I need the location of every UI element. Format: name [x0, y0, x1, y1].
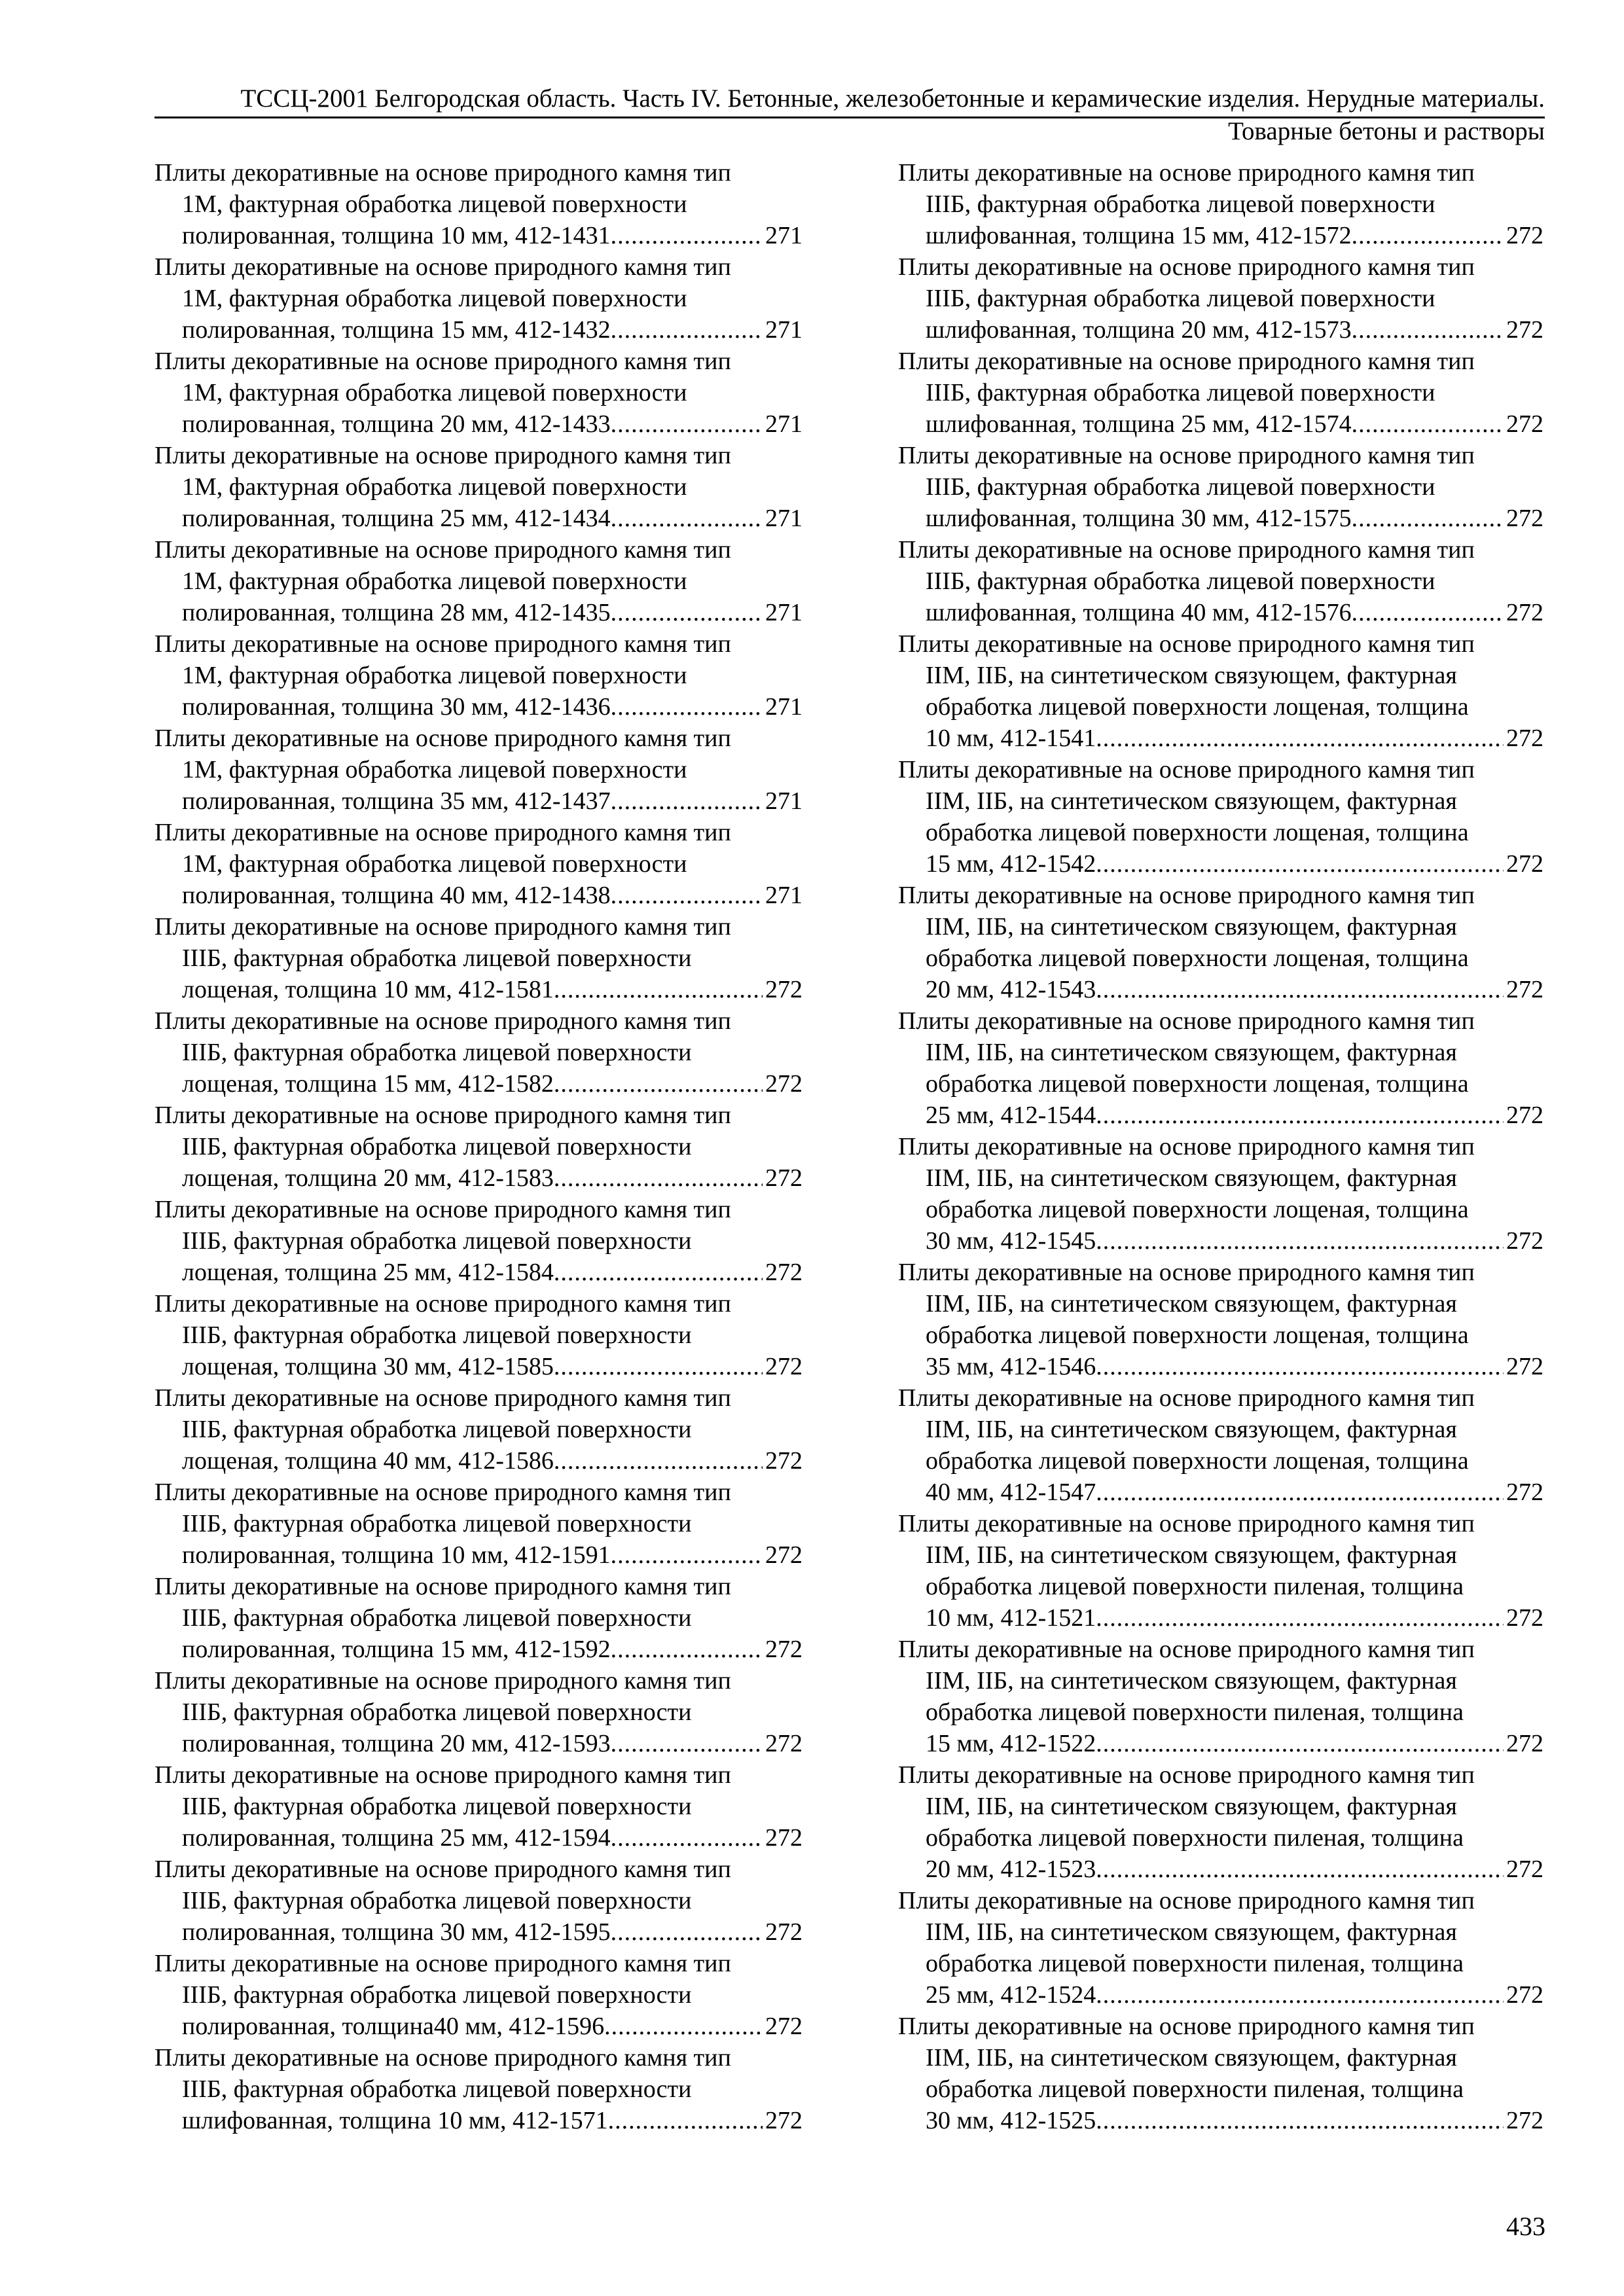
dot-leader	[611, 1539, 763, 1571]
dot-leader	[604, 2011, 763, 2042]
dot-leader	[611, 691, 763, 723]
index-entry-line: IIМ, IIБ, на синтетическом связующем, фактурная	[926, 1667, 1457, 1695]
index-entry	[898, 1257, 1543, 1382]
index-entry-line: Плиты декоративные на основе природного камня тип	[898, 159, 1475, 187]
index-entry-code: полированная, толщина40 мм, 412-1596	[182, 2013, 605, 2040]
index-entry-line: обработка лицевой поверхности лощеная, толщина	[926, 819, 1469, 846]
index-entry-line: IIМ, IIБ, на синтетическом связующем, фактурная	[926, 1164, 1457, 1192]
index-entry-line: Плиты декоративные на основе природного камня тип	[154, 1856, 731, 1883]
index-entry-code: полированная, толщина 28 мм, 412-1435	[182, 599, 611, 626]
index-entry-page: 272	[765, 2107, 803, 2134]
dot-leader	[554, 1162, 763, 1194]
index-entry-line: Плиты декоративные на основе природного камня тип	[154, 1102, 731, 1129]
dot-leader	[1096, 2105, 1504, 2136]
index-entry-code: 20 мм, 412-1543	[926, 976, 1096, 1003]
index-entry-line: обработка лицевой поверхности лощеная, толщина	[926, 1321, 1469, 1349]
index-entry-code: лощеная, толщина 20 мм, 412-1583	[182, 1164, 554, 1192]
index-entry-code: полированная, толщина 15 мм, 412-1592	[182, 1636, 611, 1663]
index-entry-last-line	[898, 723, 1543, 754]
index-entry-code: 40 мм, 412-1547	[926, 1479, 1096, 1506]
index-entry-line: обработка лицевой поверхности пиленая, толщина	[926, 1950, 1464, 1977]
index-entry-page: 272	[1506, 2107, 1543, 2134]
dot-leader	[611, 1822, 763, 1854]
dot-leader	[1352, 220, 1504, 251]
index-entry-page: 272	[1506, 1604, 1543, 1632]
dot-leader	[608, 2105, 763, 2136]
index-entry-last-line	[154, 880, 803, 911]
index-entry-line: обработка лицевой поверхности пиленая, толщина	[926, 1573, 1464, 1600]
index-entry-page: 272	[765, 1353, 803, 1380]
index-entry-line: Плиты декоративные на основе природного камня тип	[154, 819, 731, 846]
index-entry-last-line	[898, 597, 1543, 628]
index-entry-last-line	[898, 1100, 1543, 1131]
index-entry-code: 30 мм, 412-1545	[926, 1227, 1096, 1255]
index-entry-page: 272	[1506, 1227, 1543, 1255]
index-entry-line: Плиты декоративные на основе природного камня тип	[898, 630, 1475, 658]
index-entry-last-line	[898, 408, 1543, 440]
index-entry-page: 272	[1506, 1102, 1543, 1129]
index-entry-last-line	[898, 974, 1543, 1005]
index-entry-line: Плиты декоративные на основе природного камня тип	[154, 1761, 731, 1789]
index-entry	[154, 440, 803, 534]
index-entry-line: Плиты декоративные на основе природного камня тип	[154, 1950, 731, 1977]
index-entry	[154, 1288, 803, 1382]
index-entry-code: лощеная, толщина 30 мм, 412-1585	[182, 1353, 554, 1380]
index-entry-last-line	[154, 2011, 803, 2042]
index-entry-line: IIIБ, фактурная обработка лицевой поверхности	[182, 1981, 692, 2009]
index-entry-line: Плиты декоративные на основе природного камня тип	[898, 1259, 1475, 1286]
dot-leader	[1096, 1854, 1504, 1885]
index-entry-code: 15 мм, 412-1522	[926, 1730, 1096, 1757]
index-entry-line: IIМ, IIБ, на синтетическом связующем, фактурная	[926, 2044, 1457, 2072]
index-entry-code: шлифованная, толщина 10 мм, 412-1571	[182, 2107, 608, 2134]
index-entry-code: полированная, толщина 25 мм, 412-1434	[182, 505, 611, 532]
index-entry-page: 272	[765, 1447, 803, 1475]
index-entry-line: IIIБ, фактурная обработка лицевой поверхности	[182, 2075, 692, 2103]
index-entry-line: обработка лицевой поверхности лощеная, толщина	[926, 1196, 1469, 1223]
index-entry-line: IIМ, IIБ, на синтетическом связующем, фактурная	[926, 1416, 1457, 1443]
index-entry-last-line	[898, 1477, 1543, 1508]
dot-leader	[611, 503, 763, 534]
index-entry	[898, 534, 1543, 628]
index-entry	[898, 1759, 1543, 1885]
index-entry-code: полированная, толщина 25 мм, 412-1594	[182, 1824, 611, 1852]
index-entry-line: IIIБ, фактурная обработка лицевой поверхности	[182, 1321, 692, 1349]
index-entry-code: 10 мм, 412-1541	[926, 725, 1096, 752]
index-entry-code: полированная, толщина 20 мм, 412-1433	[182, 410, 611, 438]
index-entry-line: обработка лицевой поверхности пиленая, толщина	[926, 2075, 1464, 2103]
index-entry-page: 272	[1506, 725, 1543, 752]
index-entry-line: Плиты декоративные на основе природного камня тип	[154, 1573, 731, 1600]
index-entry-page: 272	[1506, 1479, 1543, 1506]
index-column-left	[154, 157, 803, 2136]
index-entry-last-line	[154, 1068, 803, 1100]
index-entry-line: Плиты декоративные на основе природного камня тип	[154, 1667, 731, 1695]
index-entry-code: лощеная, толщина 25 мм, 412-1584	[182, 1259, 554, 1286]
index-entry-last-line	[154, 1351, 803, 1382]
index-entry-line: Плиты декоративные на основе природного камня тип	[154, 1479, 731, 1506]
index-entry-page: 272	[765, 1259, 803, 1286]
index-entry-line: IIIБ, фактурная обработка лицевой поверхности	[182, 944, 692, 972]
index-entry-line: обработка лицевой поверхности пиленая, толщина	[926, 1824, 1464, 1852]
index-entry-code: 10 мм, 412-1521	[926, 1604, 1096, 1632]
index-entry	[898, 1634, 1543, 1759]
index-entry-line: Плиты декоративные на основе природного камня тип	[898, 1761, 1475, 1789]
index-entry	[898, 346, 1543, 440]
index-entry-line: Плиты декоративные на основе природного камня тип	[898, 442, 1475, 469]
index-entry	[898, 1508, 1543, 1634]
index-entry-page: 271	[765, 222, 803, 249]
index-entry-line: IIIБ, фактурная обработка лицевой поверхности	[926, 379, 1435, 406]
index-entry-line: Плиты декоративные на основе природного камня тип	[898, 756, 1475, 783]
index-entry-line: Плиты декоративные на основе природного камня тип	[154, 1384, 731, 1412]
index-entry-code: 35 мм, 412-1546	[926, 1353, 1096, 1380]
dot-leader	[1096, 848, 1504, 880]
dot-leader	[611, 220, 763, 251]
index-entry-page: 272	[1506, 976, 1543, 1003]
index-entry-line: Плиты декоративные на основе природного камня тип	[154, 442, 731, 469]
index-entry-page: 272	[1506, 1353, 1543, 1380]
dot-leader	[554, 974, 763, 1005]
index-entry-line: IIIБ, фактурная обработка лицевой поверхности	[926, 190, 1435, 218]
dot-leader	[1352, 597, 1504, 628]
dot-leader	[1096, 723, 1504, 754]
index-entry-line: IIIБ, фактурная обработка лицевой поверхности	[182, 1604, 692, 1632]
index-entry-line: IIIБ, фактурная обработка лицевой поверхности	[182, 1039, 692, 1066]
index-entry	[898, 1885, 1543, 2011]
index-entry-line: Плиты декоративные на основе природного камня тип	[154, 913, 731, 941]
index-entry-line: Плиты декоративные на основе природного камня тип	[154, 253, 731, 281]
index-entry-code: шлифованная, толщина 30 мм, 412-1575	[926, 505, 1352, 532]
index-entry-code: лощеная, толщина 40 мм, 412-1586	[182, 1447, 554, 1475]
index-entry-last-line	[898, 1854, 1543, 1885]
index-entry	[898, 1382, 1543, 1508]
index-entry-line: Плиты декоративные на основе природного камня тип	[154, 1290, 731, 1318]
index-entry-code: шлифованная, толщина 15 мм, 412-1572	[926, 222, 1352, 249]
index-entry	[154, 2042, 803, 2136]
index-entry	[898, 440, 1543, 534]
index-entry	[898, 628, 1543, 754]
index-entry-last-line	[154, 314, 803, 346]
index-entry-line: IIIБ, фактурная обработка лицевой поверхности	[182, 1227, 692, 1255]
dot-leader	[611, 880, 763, 911]
index-entry-page: 272	[1506, 222, 1543, 249]
index-entry-line: Плиты декоративные на основе природного камня тип	[154, 630, 731, 658]
index-entry-last-line	[154, 1916, 803, 1948]
dot-leader	[611, 597, 763, 628]
index-entry-line: IIIБ, фактурная обработка лицевой поверхности	[182, 1510, 692, 1537]
index-entry-page: 272	[765, 976, 803, 1003]
index-entry-line: Плиты декоративные на основе природного камня тип	[898, 1007, 1475, 1035]
index-entry-last-line	[154, 691, 803, 723]
index-entry-page: 272	[765, 1730, 803, 1757]
index-entry	[898, 880, 1543, 1005]
index-entry	[154, 157, 803, 251]
index-entry-code: полированная, толщина 10 мм, 412-1431	[182, 222, 611, 249]
index-entry-last-line	[898, 1602, 1543, 1634]
dot-leader	[1096, 1979, 1504, 2011]
index-entry-page: 272	[765, 1636, 803, 1663]
index-entry-last-line	[154, 974, 803, 1005]
index-entry-line: IIМ, IIБ, на синтетическом связующем, фактурная	[926, 1793, 1457, 1820]
index-entry	[154, 251, 803, 346]
index-entry	[898, 1005, 1543, 1131]
index-entry-line: обработка лицевой поверхности пиленая, толщина	[926, 1698, 1464, 1726]
index-entry-code: полированная, толщина 20 мм, 412-1593	[182, 1730, 611, 1757]
index-entry-last-line	[154, 1445, 803, 1477]
index-entry-last-line	[154, 1539, 803, 1571]
index-entry-last-line	[154, 1162, 803, 1194]
index-entry-page: 271	[765, 410, 803, 438]
index-entry-code: полированная, толщина 15 мм, 412-1432	[182, 316, 611, 344]
index-entry-code: 30 мм, 412-1525	[926, 2107, 1096, 2134]
index-entry-line: IIМ, IIБ, на синтетическом связующем, фактурная	[926, 1918, 1457, 1946]
index-entry-line: Плиты декоративные на основе природного камня тип	[898, 536, 1475, 564]
dot-leader	[1096, 974, 1504, 1005]
index-entry-line: IIМ, IIБ, на синтетическом связующем, фактурная	[926, 662, 1457, 689]
index-entry-last-line	[898, 503, 1543, 534]
running-header-text: ТССЦ-2001 Белгородская область. Часть IV. Бетонные, железобетонные и керамические изделия. Нерудные материалы. Товарные бетоны и растворы	[240, 84, 1545, 145]
index-entry-last-line	[154, 408, 803, 440]
index-entry-line: Плиты декоративные на основе природного камня тип	[898, 1133, 1475, 1160]
index-entry-line: IIМ, IIБ, на синтетическом связующем, фактурная	[926, 1039, 1457, 1066]
index-entry-line: 1М, фактурная обработка лицевой поверхности	[182, 662, 687, 689]
index-entry-last-line	[898, 1979, 1543, 2011]
index-entry-page: 271	[765, 693, 803, 721]
index-entry-last-line	[154, 1634, 803, 1665]
dot-leader	[554, 1351, 763, 1382]
index-entry-page: 272	[1506, 850, 1543, 878]
index-entry-last-line	[898, 1351, 1543, 1382]
index-entry-page: 272	[1506, 316, 1543, 344]
index-entry-last-line	[154, 2105, 803, 2136]
index-entry-page: 271	[765, 505, 803, 532]
dot-leader	[1096, 1225, 1504, 1257]
index-entry	[154, 1759, 803, 1854]
index-entry-line: Плиты декоративные на основе природного камня тип	[154, 725, 731, 752]
index-entry	[154, 1382, 803, 1477]
dot-leader	[611, 314, 763, 346]
index-entry-line: IIМ, IIБ, на синтетическом связующем, фактурная	[926, 1541, 1457, 1569]
index-entry-code: лощеная, толщина 15 мм, 412-1582	[182, 1070, 554, 1098]
index-entry-line: Плиты декоративные на основе природного камня тип	[154, 2044, 731, 2072]
index-entry-line: IIIБ, фактурная обработка лицевой поверхности	[182, 1698, 692, 1726]
index-entry	[898, 754, 1543, 880]
index-entry	[898, 2011, 1543, 2136]
index-entry	[154, 534, 803, 628]
index-entry-page: 272	[1506, 1856, 1543, 1883]
index-entry-page: 272	[1506, 1730, 1543, 1757]
index-entry-line: обработка лицевой поверхности лощеная, толщина	[926, 1447, 1469, 1475]
index-entry-page: 272	[765, 1918, 803, 1946]
index-entry	[154, 346, 803, 440]
index-entry-last-line	[154, 597, 803, 628]
dot-leader	[611, 408, 763, 440]
index-entry-line: обработка лицевой поверхности лощеная, толщина	[926, 944, 1469, 972]
index-entry	[898, 157, 1543, 251]
dot-leader	[611, 1728, 763, 1759]
index-entry-line: Плиты декоративные на основе природного камня тип	[154, 536, 731, 564]
index-entry-line: 1М, фактурная обработка лицевой поверхности	[182, 379, 687, 406]
index-entry-line: Плиты декоративные на основе природного камня тип	[898, 253, 1475, 281]
index-entry-code: лощеная, толщина 10 мм, 412-1581	[182, 976, 554, 1003]
index-entry	[154, 911, 803, 1005]
dot-leader	[1096, 1100, 1504, 1131]
index-entry-last-line	[898, 2105, 1543, 2136]
index-entry	[154, 1477, 803, 1571]
index-entry-code: шлифованная, толщина 40 мм, 412-1576	[926, 599, 1352, 626]
index-entry-code: 20 мм, 412-1523	[926, 1856, 1096, 1883]
dot-leader	[1096, 1351, 1504, 1382]
dot-leader	[554, 1445, 763, 1477]
index-entry-line: 1М, фактурная обработка лицевой поверхности	[182, 567, 687, 595]
dot-leader	[611, 1916, 763, 1948]
index-entry-code: полированная, толщина 10 мм, 412-1591	[182, 1541, 611, 1569]
index-entry-line: Плиты декоративные на основе природного камня тип	[154, 159, 731, 187]
index-entry-code: полированная, толщина 40 мм, 412-1438	[182, 882, 611, 909]
index-entry	[154, 1100, 803, 1194]
index-entry-line: IIIБ, фактурная обработка лицевой поверхности	[926, 567, 1435, 595]
index-entry-code: 15 мм, 412-1542	[926, 850, 1096, 878]
index-entry-line: обработка лицевой поверхности лощеная, толщина	[926, 1070, 1469, 1098]
index-entry	[154, 1005, 803, 1100]
index-entry-line: IIIБ, фактурная обработка лицевой поверхности	[182, 1887, 692, 1914]
index-entry-page: 272	[765, 1164, 803, 1192]
index-entry-line: 1М, фактурная обработка лицевой поверхности	[182, 285, 687, 312]
index-entry	[154, 1948, 803, 2042]
index-entry-line: IIIБ, фактурная обработка лицевой поверхности	[926, 285, 1435, 312]
header-rule	[154, 117, 1545, 118]
index-entry	[898, 1131, 1543, 1257]
index-entry-page: 272	[1506, 1981, 1543, 2009]
index-entry-line: 1М, фактурная обработка лицевой поверхности	[182, 756, 687, 783]
dot-leader	[1096, 1602, 1504, 1634]
index-entry-line: Плиты декоративные на основе природного камня тип	[898, 882, 1475, 909]
index-entry	[154, 1665, 803, 1759]
index-entry-line: 1М, фактурная обработка лицевой поверхности	[182, 190, 687, 218]
index-entry	[154, 1194, 803, 1288]
index-entry-line: 1М, фактурная обработка лицевой поверхности	[182, 473, 687, 501]
index-entry-line: Плиты декоративные на основе природного камня тип	[898, 2013, 1475, 2040]
index-entry-code: 25 мм, 412-1524	[926, 1981, 1096, 2009]
index-entry-page: 272	[765, 1541, 803, 1569]
index-entry-last-line	[154, 1822, 803, 1854]
dot-leader	[1352, 314, 1504, 346]
index-entry-line: Плиты декоративные на основе природного камня тип	[898, 1510, 1475, 1537]
index-entry-last-line	[898, 220, 1543, 251]
index-entry-page: 272	[765, 1070, 803, 1098]
index-entry-page: 272	[765, 2013, 803, 2040]
index-entry-line: IIIБ, фактурная обработка лицевой поверхности	[182, 1133, 692, 1160]
dot-leader	[554, 1068, 763, 1100]
index-entry-line: Плиты декоративные на основе природного камня тип	[898, 1636, 1475, 1663]
index-entry-code: полированная, толщина 30 мм, 412-1595	[182, 1918, 611, 1946]
index-entry-last-line	[898, 314, 1543, 346]
index-entry-page: 272	[765, 1824, 803, 1852]
dot-leader	[1352, 408, 1504, 440]
index-entry-code: полированная, толщина 30 мм, 412-1436	[182, 693, 611, 721]
dot-leader	[1096, 1477, 1504, 1508]
index-entry	[154, 1854, 803, 1948]
index-entry-line: IIIБ, фактурная обработка лицевой поверхности	[182, 1793, 692, 1820]
index-entry-line: IIIБ, фактурная обработка лицевой поверхности	[182, 1416, 692, 1443]
index-entry-line: Плиты декоративные на основе природного камня тип	[898, 348, 1475, 375]
index-entry-last-line	[154, 1728, 803, 1759]
index-entry-last-line	[154, 220, 803, 251]
page-number: 433	[1506, 2212, 1545, 2241]
running-header	[154, 82, 1545, 148]
index-entry-line: Плиты декоративные на основе природного камня тип	[154, 348, 731, 375]
index-entry-page: 271	[765, 599, 803, 626]
index-entry	[898, 251, 1543, 346]
index-entry-last-line	[898, 1225, 1543, 1257]
index-entry-line: Плиты декоративные на основе природного камня тип	[898, 1384, 1475, 1412]
dot-leader	[1096, 1728, 1504, 1759]
index-entry	[154, 723, 803, 817]
index-entry-line: IIМ, IIБ, на синтетическом связующем, фактурная	[926, 913, 1457, 941]
index-entry	[154, 817, 803, 911]
index-entry	[154, 1571, 803, 1665]
index-column-right	[898, 157, 1543, 2136]
dot-leader	[611, 1634, 763, 1665]
index-entry-code: шлифованная, толщина 25 мм, 412-1574	[926, 410, 1352, 438]
index-entry-code: 25 мм, 412-1544	[926, 1102, 1096, 1129]
index-entry-line: Плиты декоративные на основе природного камня тип	[154, 1196, 731, 1223]
index-entry-line: Плиты декоративные на основе природного камня тип	[898, 1887, 1475, 1914]
index-entry-page: 271	[765, 882, 803, 909]
index-entry-page: 271	[765, 787, 803, 815]
index-entry-last-line	[154, 503, 803, 534]
index-entry-last-line	[898, 1728, 1543, 1759]
dot-leader	[1352, 503, 1504, 534]
index-entry-line: IIМ, IIБ, на синтетическом связующем, фактурная	[926, 1290, 1457, 1318]
index-entry	[154, 628, 803, 723]
index-entry-last-line	[154, 785, 803, 817]
dot-leader	[554, 1257, 763, 1288]
index-entry-code: полированная, толщина 35 мм, 412-1437	[182, 787, 611, 815]
index-entry-page: 272	[1506, 599, 1543, 626]
index-entry-line: обработка лицевой поверхности лощеная, толщина	[926, 693, 1469, 721]
index-entry-line: 1М, фактурная обработка лицевой поверхности	[182, 850, 687, 878]
index-entry-page: 272	[1506, 410, 1543, 438]
index-entry-line: Плиты декоративные на основе природного камня тип	[154, 1007, 731, 1035]
index-entry-last-line	[898, 848, 1543, 880]
index-entry-line: IIIБ, фактурная обработка лицевой поверхности	[926, 473, 1435, 501]
dot-leader	[611, 785, 763, 817]
index-entry-code: шлифованная, толщина 20 мм, 412-1573	[926, 316, 1352, 344]
index-entry-page: 271	[765, 316, 803, 344]
index-entry-last-line	[154, 1257, 803, 1288]
index-entry-page: 272	[1506, 505, 1543, 532]
index-entry-line: IIМ, IIБ, на синтетическом связующем, фактурная	[926, 787, 1457, 815]
